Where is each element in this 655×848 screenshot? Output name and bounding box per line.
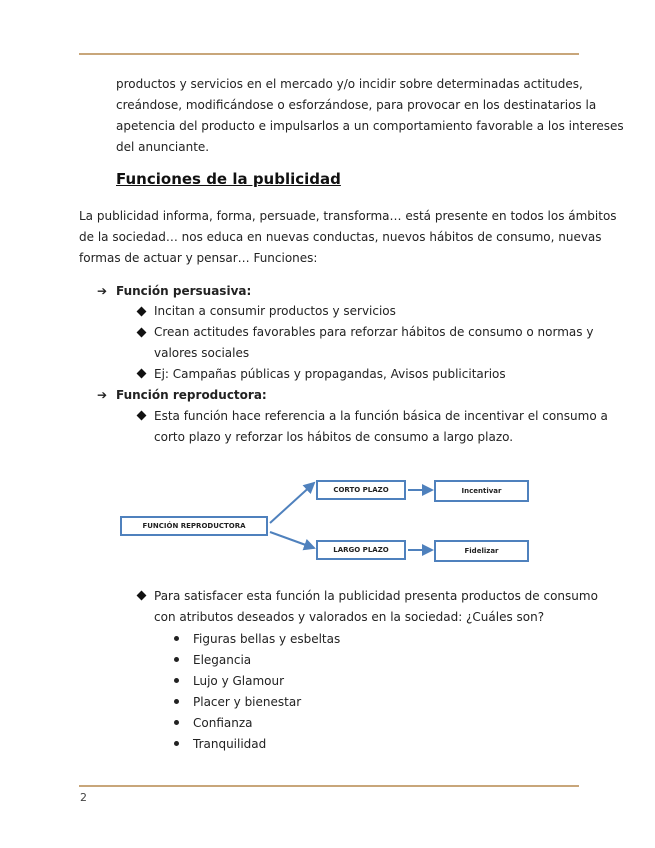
arrow-to-corto-plazo (270, 483, 314, 523)
satisfy-line-2: con atributos deseados y valorados en la sociedad: ¿Cuáles son? (154, 610, 545, 624)
persuasiva-item-3: Ej: Campañas públicas y propagandas, Avisos publicitarios (154, 367, 506, 381)
round-bullet-icon (174, 699, 179, 704)
round-bullet-icon (174, 657, 179, 662)
function-reproductora-title: Función reproductora: (116, 388, 267, 402)
attribute-item: Figuras bellas y esbeltas (193, 632, 341, 646)
function-persuasiva-title: Función persuasiva: (116, 284, 252, 298)
paragraph-line-3: formas de actuar y pensar… Funciones: (79, 251, 318, 265)
header-rule (79, 53, 579, 55)
section-heading: Funciones de la publicidad (116, 170, 341, 188)
round-bullet-icon (174, 741, 179, 746)
attribute-item: Confianza (193, 716, 253, 730)
reproductora-item-1: Esta función hace referencia a la función básica de incentivar el consumo a (154, 409, 608, 423)
diamond-bullet-icon (137, 591, 147, 601)
diagram-largo-plazo-box: LARGO PLAZO (316, 540, 406, 560)
diamond-bullet-icon (137, 411, 147, 421)
intro-line-2: creándose, modificándose o esforzándose, para provocar en los destinatarios la (116, 98, 597, 112)
attribute-item: Elegancia (193, 653, 252, 667)
persuasiva-item-2-cont: valores sociales (154, 346, 250, 360)
diamond-bullet-icon (137, 328, 147, 338)
diagram-fidelizar-box: Fidelizar (434, 540, 529, 562)
paragraph-line-2: de la sociedad… nos educa en nuevas conductas, nuevos hábitos de consumo, nuevas (79, 230, 602, 244)
intro-line-1: productos y servicios en el mercado y/o incidir sobre determinadas actitudes, (116, 77, 583, 91)
diagram-incentivar-box: Incentivar (434, 480, 529, 502)
round-bullet-icon (174, 636, 179, 641)
diagram-corto-plazo-box: CORTO PLAZO (316, 480, 406, 500)
arrow-bullet-icon: ➔ (97, 388, 108, 402)
arrow-bullet-icon: ➔ (97, 284, 108, 298)
attribute-item: Tranquilidad (193, 737, 267, 751)
paragraph-line-1: La publicidad informa, forma, persuade, transforma… está presente en todos los ámbitos (79, 209, 617, 223)
reproductora-item-1-cont: corto plazo y reforzar los hábitos de consumo a largo plazo. (154, 430, 514, 444)
intro-line-4: del anunciante. (116, 140, 210, 154)
diamond-bullet-icon (137, 369, 147, 379)
persuasiva-item-1: Incitan a consumir productos y servicios (154, 304, 396, 318)
persuasiva-item-2: Crean actitudes favorables para reforzar hábitos de consumo o normas y (154, 325, 594, 339)
intro-line-3: apetencia del producto e impulsarlos a un comportamiento favorable a los intereses (116, 119, 624, 133)
attribute-item: Placer y bienestar (193, 695, 302, 709)
page-number: 2 (80, 791, 87, 804)
diamond-bullet-icon (137, 307, 147, 317)
attribute-item: Lujo y Glamour (193, 674, 285, 688)
round-bullet-icon (174, 678, 179, 683)
satisfy-line-1: Para satisfacer esta función la publicidad presenta productos de consumo (154, 589, 598, 603)
arrow-to-largo-plazo (270, 532, 314, 548)
diagram-root-box: FUNCIÓN REPRODUCTORA (120, 516, 268, 536)
footer-rule (79, 785, 579, 787)
round-bullet-icon (174, 720, 179, 725)
